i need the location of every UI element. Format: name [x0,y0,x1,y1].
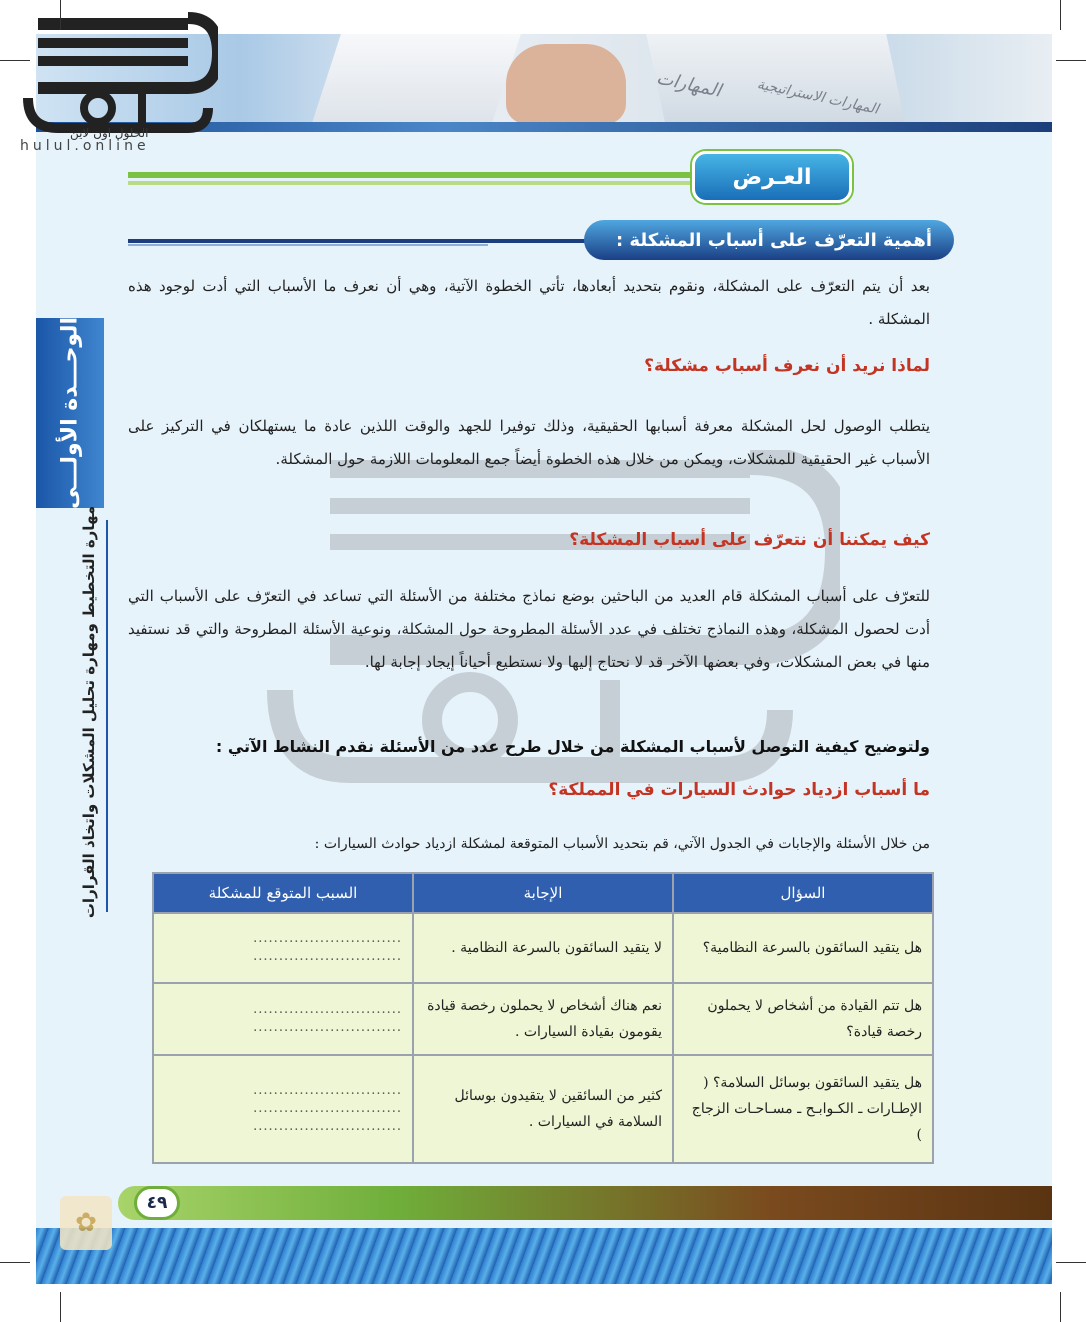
table-header-answer: الإجابة [413,873,673,913]
question-heading-1: لماذا نريد أن نعرف أسباب مشكلة؟ [644,356,930,376]
answer-paragraph-2: للتعرّف على أسباب المشكلة قام العديد من الباحثين بوضع نماذج مختلفة من الأسئلة التي تساعد في التعرّف على الأسباب التي أدت لحصول المشكلة، وهذه النماذج تختلف في عدد الأسئلة المطروحة حول المشكلة، ونوعية الأسئلة المطروحة والتي قد نستفيد منها في بعض المشكلات، وفي بعضها الآخر قد لا نحتاج إليها ولا نستطيع أحياناً إيجاد إجابة لها. [128,587,930,671]
table-cell-question: هل تتم القيادة من أشخاص لا يحملون رخصة قيادة؟ [673,983,933,1055]
header-handwriting-2: المهارات الاستراتيجية [755,76,880,118]
table-cell-question: هل يتقيد السائقون بالسرعة النظامية؟ [673,913,933,983]
blank-line: ............................. [253,949,402,964]
table-cell-question: هل يتقيد السائقون بوسائل السلامة؟ ( الإطـارات ـ الكـوابـح ـ مسـاحـات الزجاج ) [673,1055,933,1163]
side-unit-tab [36,318,104,508]
logo-subtitle: الحلول اون لاين [70,126,149,140]
table-row [153,913,933,983]
header-paper [311,34,521,126]
intro-paragraph: بعد أن يتم التعرّف على المشكلة، ونقوم بتحديد أبعادها، تأتي الخطوة الآتية، وهي أن نعرف ما الأسباب التي أدت لوجود هذه المشكلة . [128,277,930,328]
crop-mark [1056,60,1086,61]
causes-table [152,872,934,1164]
subheading-rule-blue [128,237,598,249]
header-hand [506,44,626,124]
crop-mark [1060,0,1061,30]
question-heading-2: كيف يمكننا أن نتعرّف على أسباب المشكلة؟ [569,530,930,550]
blank-line: ............................. [253,931,402,946]
side-chapter-title [74,505,104,919]
blank-line: ............................. [253,1119,402,1134]
table-cell-answer: نعم هناك أشخاص لا يحملون رخصة قيادة يقومون بقيادة السيارات . [413,983,673,1055]
table-cell-blank[interactable] [153,1055,413,1163]
subheading-banner: أهمية التعرّف على أسباب المشكلة : [584,220,954,260]
table-row [153,983,933,1055]
table-row [153,1055,933,1163]
table-cell-blank[interactable] [153,983,413,1055]
side-unit-label: الوحـــدة الأولـــى [57,316,83,510]
blank-line: ............................. [253,1101,402,1116]
table-cell-answer: كثير من السائقين لا يتقيدون بوسائل السلامة في السيارات . [413,1055,673,1163]
table-header-row [153,873,933,913]
crop-mark [60,1292,61,1322]
logo-url: hulul.online [20,138,150,154]
table-cell-blank[interactable] [153,913,413,983]
crop-mark [1056,1262,1086,1263]
crop-mark [0,60,30,61]
blank-line: ............................. [253,1020,402,1035]
crop-mark [1060,1292,1061,1322]
side-rule [106,520,108,912]
table-intro: من خلال الأسئلة والإجابات في الجدول الآتي، قم بتحديد الأسباب المتوقعة لمشكلة ازدياد حوادث السيارات : [314,836,930,852]
side-chapter-label: مهارة التخطيط ومهارة تحليل المشكلات واتخاذ القرارات [80,505,98,919]
footer-wave [36,1228,1052,1284]
crop-mark [60,0,61,30]
blank-line: ............................. [253,1002,402,1017]
corner-logo-icon: ✿ [60,1196,112,1250]
activity-intro: ولتوضيح كيفية التوصل لأسباب المشكلة من خلال طرح عدد من الأسئلة نقدم النشاط الآتي : [215,737,930,756]
activity-question: ما أسباب ازدياد حوادث السيارات في المملكة؟ [548,780,930,800]
page-number: ٤٩ [134,1186,180,1220]
section-badge: العـرض [692,151,852,203]
header-handwriting: المهارات [654,67,723,102]
crop-mark [0,1262,30,1263]
table-cell-answer: لا يتقيد السائقون بالسرعة النظامية . [413,913,673,983]
blank-line: ............................. [253,1083,402,1098]
footer-bar [118,1186,1052,1220]
answer-paragraph-1: يتطلب الوصول لحل المشكلة معرفة أسبابها الحقيقية، وذلك توفيرا للجهد والوقت اللذين عادة ما يستهلكان في التركيز على الأسباب غير الحقيقية للمشكلات، ويمكن من خلال هذه الخطوة أيضاً جمع المعلومات اللازمة حول المشكلة. [128,417,930,468]
table-header-cause: السبب المتوقع للمشكلة [153,873,413,913]
table-header-question: السؤال [673,873,933,913]
